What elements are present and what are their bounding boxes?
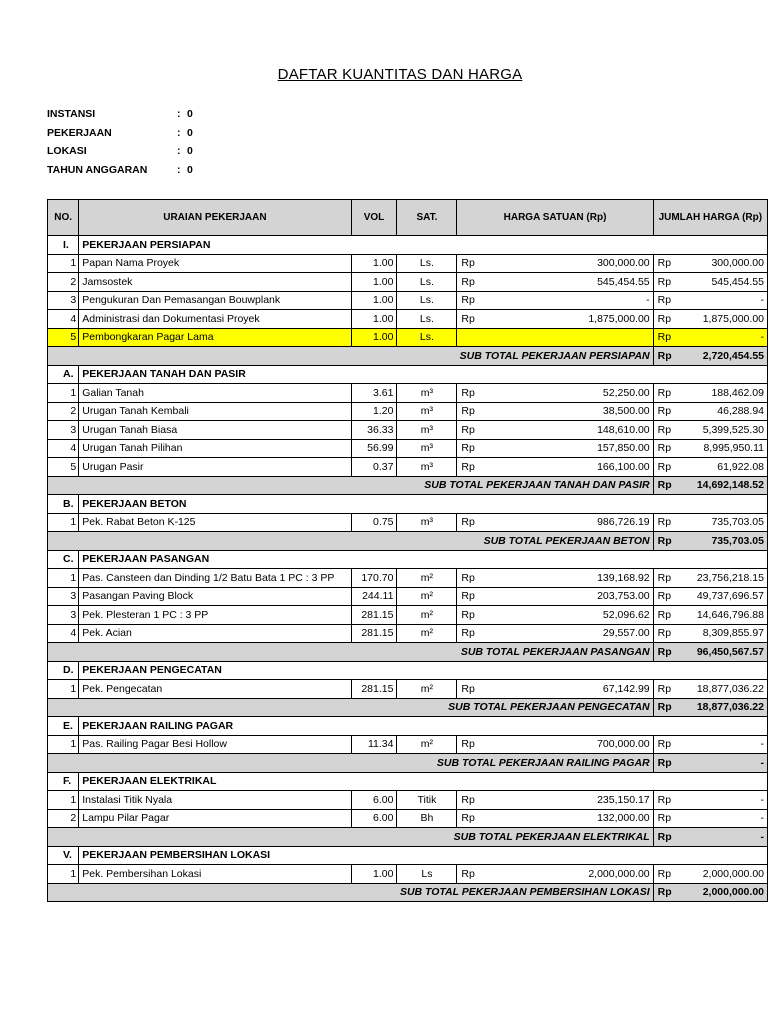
total-price-currency: Rp: [653, 384, 678, 403]
unit-price: 2,000,000.00: [501, 865, 653, 884]
unit-price: 1,875,000.00: [501, 310, 653, 329]
total-price: 46,288.94: [678, 402, 768, 421]
header-harga-satuan: HARGA SATUAN (Rp): [457, 200, 653, 236]
subtotal-label: SUB TOTAL PEKERJAAN PENGECATAN: [397, 698, 653, 717]
unit-price: 139,168.92: [501, 569, 653, 588]
item-volume: 1.00: [351, 273, 397, 292]
table-row: [48, 402, 768, 421]
total-price: 8,995,950.11: [678, 439, 768, 458]
subtotal-row: [48, 643, 768, 662]
table-header-row: [48, 200, 768, 236]
unit-price-currency: Rp: [457, 254, 501, 273]
unit-price: -: [501, 291, 653, 310]
total-price: 735,703.05: [678, 513, 768, 532]
section-row: [48, 772, 768, 791]
total-price-currency: Rp: [653, 273, 678, 292]
section-number: E.: [48, 717, 79, 736]
total-price-currency: Rp: [653, 402, 678, 421]
table-row: [48, 254, 768, 273]
section-number: B.: [48, 495, 79, 514]
item-volume: 6.00: [351, 791, 397, 810]
total-price: 188,462.09: [678, 384, 768, 403]
table-row: [48, 291, 768, 310]
unit-price-currency: Rp: [457, 587, 501, 606]
subtotal-row: [48, 532, 768, 551]
meta-value: 0: [187, 145, 193, 157]
total-price-currency: Rp: [653, 439, 678, 458]
subtotal-value: 18,877,036.22: [678, 698, 768, 717]
section-number: C.: [48, 550, 79, 569]
unit-price-currency: Rp: [457, 791, 501, 810]
item-number: 3: [48, 291, 79, 310]
section-row: [48, 236, 768, 255]
item-volume: 3.61: [351, 384, 397, 403]
unit-price: 52,250.00: [501, 384, 653, 403]
item-number: 4: [48, 310, 79, 329]
total-price-currency: Rp: [653, 254, 678, 273]
unit-price: 166,100.00: [501, 458, 653, 477]
section-row: [48, 495, 768, 514]
unit-price-currency: [457, 328, 501, 347]
item-number: 4: [48, 439, 79, 458]
section-title: PEKERJAAN ELEKTRIKAL: [79, 772, 768, 791]
subtotal-row: [48, 754, 768, 773]
subtotal-row: [48, 698, 768, 717]
item-unit: m³: [397, 402, 457, 421]
section-row: [48, 550, 768, 569]
total-price-currency: Rp: [653, 606, 678, 625]
item-volume: 281.15: [351, 624, 397, 643]
item-unit: m³: [397, 458, 457, 477]
total-price: 18,877,036.22: [678, 680, 768, 699]
item-number: 3: [48, 587, 79, 606]
item-name: Administrasi dan Dokumentasi Proyek: [79, 310, 351, 329]
item-volume: 281.15: [351, 606, 397, 625]
unit-price-currency: Rp: [457, 865, 501, 884]
meta-row: [47, 164, 193, 183]
total-price: 49,737,696.57: [678, 587, 768, 606]
total-price: 300,000.00: [678, 254, 768, 273]
item-unit: m³: [397, 421, 457, 440]
subtotal-currency: Rp: [653, 698, 678, 717]
item-unit: m²: [397, 680, 457, 699]
item-unit: Bh: [397, 809, 457, 828]
total-price-currency: Rp: [653, 310, 678, 329]
unit-price-currency: Rp: [457, 458, 501, 477]
item-number: 1: [48, 791, 79, 810]
section-title: PEKERJAAN PASANGAN: [79, 550, 768, 569]
subtotal-currency: Rp: [653, 476, 678, 495]
table-body: [48, 236, 768, 902]
total-price-currency: Rp: [653, 569, 678, 588]
unit-price: 67,142.99: [501, 680, 653, 699]
table-row: [48, 513, 768, 532]
meta-colon: :: [177, 163, 181, 176]
total-price: 1,875,000.00: [678, 310, 768, 329]
meta-value: 0: [187, 108, 193, 120]
total-price: 545,454.55: [678, 273, 768, 292]
item-name: Lampu Pilar Pagar: [79, 809, 351, 828]
meta-row: [47, 108, 193, 127]
item-unit: m³: [397, 439, 457, 458]
item-name: Pembongkaran Pagar Lama: [79, 328, 351, 347]
table-row: [48, 569, 768, 588]
meta-colon: :: [177, 126, 181, 139]
meta-label: LOKASI: [47, 145, 87, 157]
item-unit: Titik: [397, 791, 457, 810]
subtotal-row: [48, 476, 768, 495]
unit-price-currency: Rp: [457, 291, 501, 310]
item-name: Instalasi Titik Nyala: [79, 791, 351, 810]
item-number: 1: [48, 680, 79, 699]
item-unit: m²: [397, 569, 457, 588]
unit-price-currency: Rp: [457, 402, 501, 421]
subtotal-spacer: [48, 347, 397, 366]
unit-price: 986,726.19: [501, 513, 653, 532]
table-row: [48, 624, 768, 643]
unit-price: 300,000.00: [501, 254, 653, 273]
section-number: V.: [48, 846, 79, 865]
header-jumlah-harga: JUMLAH HARGA (Rp): [653, 200, 767, 236]
item-number: 5: [48, 328, 79, 347]
item-number: 4: [48, 624, 79, 643]
item-number: 1: [48, 735, 79, 754]
subtotal-spacer: [48, 476, 397, 495]
total-price-currency: Rp: [653, 809, 678, 828]
meta-row: [47, 145, 193, 164]
table-row: [48, 273, 768, 292]
section-row: [48, 717, 768, 736]
item-unit: m²: [397, 735, 457, 754]
section-title: PEKERJAAN PENGECATAN: [79, 661, 768, 680]
total-price: -: [678, 791, 768, 810]
subtotal-currency: Rp: [653, 532, 678, 551]
unit-price-currency: Rp: [457, 421, 501, 440]
item-name: Pek. Pembersihan Lokasi: [79, 865, 351, 884]
unit-price: 29,557.00: [501, 624, 653, 643]
item-name: Pek. Acian: [79, 624, 351, 643]
unit-price-currency: Rp: [457, 624, 501, 643]
subtotal-value: -: [678, 754, 768, 773]
section-number: A.: [48, 365, 79, 384]
total-price-currency: Rp: [653, 513, 678, 532]
unit-price: 545,454.55: [501, 273, 653, 292]
item-volume: 0.75: [351, 513, 397, 532]
item-name: Pas. Railing Pagar Besi Hollow: [79, 735, 351, 754]
total-price: 61,922.08: [678, 458, 768, 477]
item-name: Pek. Pengecatan: [79, 680, 351, 699]
table-row: [48, 439, 768, 458]
unit-price-currency: Rp: [457, 735, 501, 754]
total-price: 5,399,525.30: [678, 421, 768, 440]
subtotal-value: 2,000,000.00: [678, 883, 768, 902]
subtotal-spacer: [48, 754, 397, 773]
item-unit: m²: [397, 624, 457, 643]
table-row: [48, 791, 768, 810]
item-unit: Ls: [397, 865, 457, 884]
item-name: Urugan Tanah Kembali: [79, 402, 351, 421]
table-row: [48, 328, 768, 347]
section-number: I.: [48, 236, 79, 255]
total-price: -: [678, 809, 768, 828]
subtotal-spacer: [48, 643, 397, 662]
unit-price-currency: Rp: [457, 606, 501, 625]
bill-of-quantities-table: [47, 199, 768, 902]
item-number: 2: [48, 809, 79, 828]
item-volume: 1.20: [351, 402, 397, 421]
total-price: 14,646,796.88: [678, 606, 768, 625]
item-unit: m²: [397, 587, 457, 606]
unit-price: 132,000.00: [501, 809, 653, 828]
subtotal-label: SUB TOTAL PEKERJAAN BETON: [397, 532, 653, 551]
table-row: [48, 384, 768, 403]
item-volume: 244.11: [351, 587, 397, 606]
item-number: 1: [48, 254, 79, 273]
meta-value: 0: [187, 126, 193, 139]
meta-colon: :: [177, 145, 181, 157]
item-volume: 56.99: [351, 439, 397, 458]
total-price-currency: Rp: [653, 421, 678, 440]
item-name: Urugan Tanah Pilihan: [79, 439, 351, 458]
subtotal-row: [48, 883, 768, 902]
item-number: 2: [48, 402, 79, 421]
section-title: PEKERJAAN BETON: [79, 495, 768, 514]
unit-price-currency: Rp: [457, 513, 501, 532]
item-number: 1: [48, 384, 79, 403]
item-number: 2: [48, 273, 79, 292]
section-title: PEKERJAAN RAILING PAGAR: [79, 717, 768, 736]
meta-colon: :: [177, 108, 181, 120]
unit-price: 203,753.00: [501, 587, 653, 606]
item-unit: m³: [397, 513, 457, 532]
unit-price: 157,850.00: [501, 439, 653, 458]
item-number: 3: [48, 606, 79, 625]
header-vol: VOL: [351, 200, 397, 236]
subtotal-row: [48, 347, 768, 366]
table-row: [48, 865, 768, 884]
section-row: [48, 661, 768, 680]
subtotal-spacer: [48, 883, 397, 902]
item-name: Galian Tanah: [79, 384, 351, 403]
unit-price-currency: Rp: [457, 680, 501, 699]
item-number: 5: [48, 458, 79, 477]
subtotal-spacer: [48, 532, 397, 551]
total-price: -: [678, 328, 768, 347]
subtotal-currency: Rp: [653, 828, 678, 847]
unit-price: 52,096.62: [501, 606, 653, 625]
item-number: 1: [48, 865, 79, 884]
section-row: [48, 846, 768, 865]
item-unit: m²: [397, 606, 457, 625]
subtotal-value: 2,720,454.55: [678, 347, 768, 366]
subtotal-label: SUB TOTAL PEKERJAAN RAILING PAGAR: [397, 754, 653, 773]
subtotal-currency: Rp: [653, 347, 678, 366]
subtotal-label: SUB TOTAL PEKERJAAN PERSIAPAN: [397, 347, 653, 366]
subtotal-currency: Rp: [653, 754, 678, 773]
meta-value: 0: [187, 163, 193, 176]
item-number: 3: [48, 421, 79, 440]
total-price-currency: Rp: [653, 587, 678, 606]
table-row: [48, 421, 768, 440]
section-number: F.: [48, 772, 79, 791]
item-volume: 1.00: [351, 291, 397, 310]
item-name: Pengukuran Dan Pemasangan Bouwplank: [79, 291, 351, 310]
total-price-currency: Rp: [653, 735, 678, 754]
unit-price: 700,000.00: [501, 735, 653, 754]
item-unit: Ls.: [397, 254, 457, 273]
item-volume: 1.00: [351, 328, 397, 347]
item-name: Pasangan Paving Block: [79, 587, 351, 606]
section-number: D.: [48, 661, 79, 680]
table-row: [48, 310, 768, 329]
subtotal-value: 96,450,567.57: [678, 643, 768, 662]
section-row: [48, 365, 768, 384]
item-volume: 36.33: [351, 421, 397, 440]
subtotal-value: 14,692,148.52: [678, 476, 768, 495]
subtotal-label: SUB TOTAL PEKERJAAN TANAH DAN PASIR: [397, 476, 653, 495]
item-number: 1: [48, 513, 79, 532]
table-row: [48, 458, 768, 477]
unit-price: 235,150.17: [501, 791, 653, 810]
item-name: Jamsostek: [79, 273, 351, 292]
total-price-currency: Rp: [653, 791, 678, 810]
section-title: PEKERJAAN PERSIAPAN: [79, 236, 768, 255]
item-unit: Ls.: [397, 291, 457, 310]
header-sat: SAT.: [397, 200, 457, 236]
total-price-currency: Rp: [653, 680, 678, 699]
item-volume: 11.34: [351, 735, 397, 754]
total-price: 8,309,855.97: [678, 624, 768, 643]
item-volume: 1.00: [351, 310, 397, 329]
item-volume: 6.00: [351, 809, 397, 828]
item-volume: 0.37: [351, 458, 397, 477]
subtotal-spacer: [48, 828, 397, 847]
section-title: PEKERJAAN TANAH DAN PASIR: [79, 365, 768, 384]
item-name: Papan Nama Proyek: [79, 254, 351, 273]
unit-price: 38,500.00: [501, 402, 653, 421]
item-unit: Ls.: [397, 310, 457, 329]
unit-price-currency: Rp: [457, 384, 501, 403]
total-price: -: [678, 735, 768, 754]
item-unit: Ls.: [397, 328, 457, 347]
document-title: DAFTAR KUANTITAS DAN HARGA: [277, 66, 523, 83]
subtotal-value: -: [678, 828, 768, 847]
subtotal-value: 735,703.05: [678, 532, 768, 551]
meta-label: PEKERJAAN: [47, 126, 112, 139]
total-price-currency: Rp: [653, 624, 678, 643]
total-price-currency: Rp: [653, 291, 678, 310]
meta-label: TAHUN ANGGARAN: [47, 163, 148, 176]
subtotal-label: SUB TOTAL PEKERJAAN PEMBERSIHAN LOKASI: [397, 883, 653, 902]
item-name: Pas. Cansteen dan Dinding 1/2 Batu Bata 1 PC : 3 PP: [79, 569, 351, 588]
table-row: [48, 606, 768, 625]
item-name: Pek. Rabat Beton K-125: [79, 513, 351, 532]
unit-price-currency: Rp: [457, 439, 501, 458]
table-row: [48, 680, 768, 699]
total-price: 23,756,218.15: [678, 569, 768, 588]
unit-price-currency: Rp: [457, 273, 501, 292]
item-unit: m³: [397, 384, 457, 403]
subtotal-currency: Rp: [653, 643, 678, 662]
table-row: [48, 809, 768, 828]
item-unit: Ls.: [397, 273, 457, 292]
item-volume: 170.70: [351, 569, 397, 588]
item-name: Pek. Plesteran 1 PC : 3 PP: [79, 606, 351, 625]
total-price: -: [678, 291, 768, 310]
total-price-currency: Rp: [653, 328, 678, 347]
item-name: Urugan Pasir: [79, 458, 351, 477]
table-row: [48, 735, 768, 754]
meta-block: [47, 108, 193, 182]
meta-row: [47, 127, 193, 146]
subtotal-spacer: [48, 698, 397, 717]
item-volume: 1.00: [351, 254, 397, 273]
subtotal-currency: Rp: [653, 883, 678, 902]
section-title: PEKERJAAN PEMBERSIHAN LOKASI: [79, 846, 768, 865]
item-volume: 1.00: [351, 865, 397, 884]
unit-price: 148,610.00: [501, 421, 653, 440]
item-number: 1: [48, 569, 79, 588]
table-row: [48, 587, 768, 606]
unit-price-currency: Rp: [457, 569, 501, 588]
item-name: Urugan Tanah Biasa: [79, 421, 351, 440]
subtotal-label: SUB TOTAL PEKERJAAN PASANGAN: [397, 643, 653, 662]
total-price: 2,000,000.00: [678, 865, 768, 884]
total-price-currency: Rp: [653, 865, 678, 884]
header-no: NO.: [48, 200, 79, 236]
unit-price: [501, 328, 653, 347]
header-uraian: URAIAN PEKERJAAN: [79, 200, 351, 236]
subtotal-row: [48, 828, 768, 847]
unit-price-currency: Rp: [457, 809, 501, 828]
item-volume: 281.15: [351, 680, 397, 699]
subtotal-label: SUB TOTAL PEKERJAAN ELEKTRIKAL: [397, 828, 653, 847]
unit-price-currency: Rp: [457, 310, 501, 329]
meta-label: INSTANSI: [47, 108, 96, 120]
total-price-currency: Rp: [653, 458, 678, 477]
